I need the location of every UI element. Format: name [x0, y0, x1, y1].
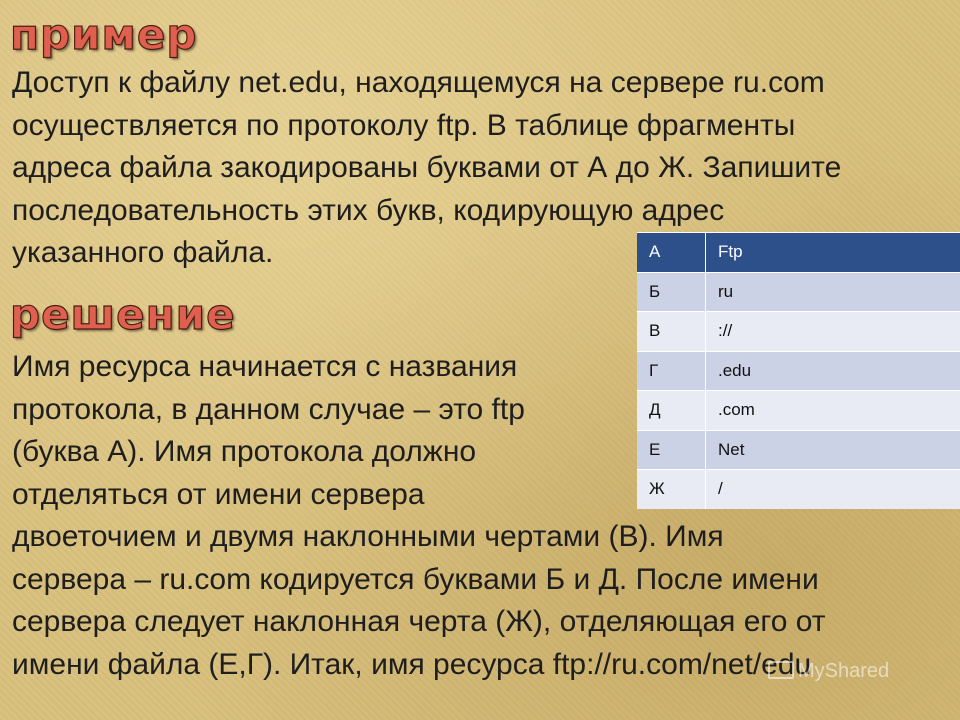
solution-line: протокола, в данном случае – это ftp — [12, 392, 525, 426]
table-row — [637, 233, 960, 273]
table-row — [637, 391, 960, 431]
fragment-cell: ru — [706, 272, 960, 312]
task-line: осуществляется по протоколу ftp. В таблице фрагменты — [12, 108, 796, 142]
task-line: последовательность этих букв, кодирующую адрес — [12, 193, 725, 227]
heading-solution: решение — [10, 290, 236, 339]
heading-example: пример — [10, 10, 198, 59]
solution-line: имени файла (Е,Г). Итак, имя ресурса ftp://ru.com/net/edu — [12, 647, 812, 681]
letter-cell: Ж — [637, 470, 706, 509]
task-line: указанного файла. — [12, 236, 274, 269]
task-line: Доступ к файлу net.edu, находящемуся на сервере ru.com — [12, 66, 825, 99]
letter-cell: Д — [637, 391, 706, 431]
letter-cell: В — [637, 312, 706, 352]
table-row — [637, 351, 960, 391]
solution-line: сервера следует наклонная черта (Ж), отделяющая его от — [12, 605, 826, 638]
solution-line: Имя ресурса начинается с названия — [12, 350, 518, 383]
solution-line: сервера – ru.com кодируется буквами Б и Д. После имени — [12, 562, 819, 596]
code-table — [637, 232, 960, 509]
letter-cell: А — [637, 233, 706, 273]
fragment-cell: Net — [706, 430, 960, 470]
table-row — [637, 312, 960, 352]
letter-cell: Б — [637, 272, 706, 312]
watermark-text: MyShared — [798, 660, 890, 682]
solution-line: отделяться от имени сервера — [12, 477, 425, 511]
presentation-icon — [768, 661, 794, 679]
table-row — [637, 272, 960, 312]
fragment-cell: :// — [706, 312, 960, 352]
letter-cell: Е — [637, 430, 706, 470]
solution-line: двоеточием и двумя наклонными чертами (В). Имя — [12, 520, 724, 553]
watermark — [768, 660, 889, 683]
table-row — [637, 470, 960, 509]
table-row — [637, 430, 960, 470]
fragment-cell: / — [706, 470, 960, 509]
letter-cell: Г — [637, 351, 706, 391]
task-line: адреса файла закодированы буквами от А до Ж. Запишите — [12, 151, 842, 184]
solution-line: (буква А). Имя протокола должно — [12, 435, 477, 468]
fragment-cell: .edu — [706, 351, 960, 391]
fragment-cell: Ftp — [706, 233, 960, 273]
fragment-cell: .com — [706, 391, 960, 431]
